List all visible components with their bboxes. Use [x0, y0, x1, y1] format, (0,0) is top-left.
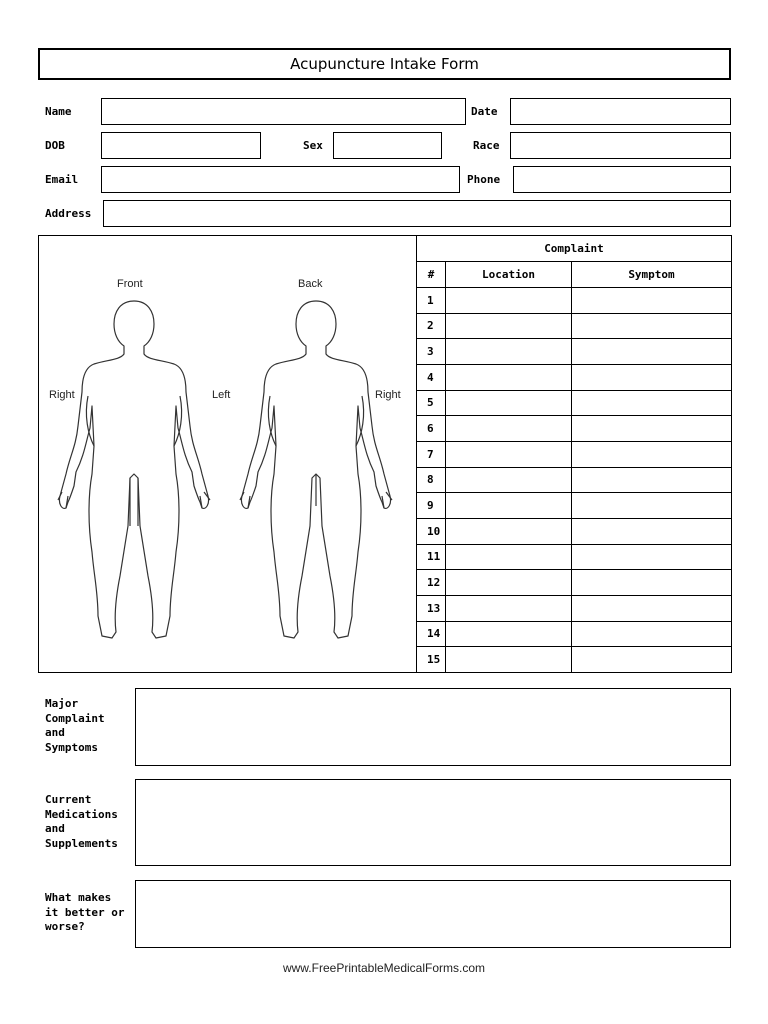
medications-field[interactable]: [135, 779, 731, 866]
email-field[interactable]: [101, 166, 460, 193]
symptom-cell[interactable]: [572, 364, 732, 390]
dob-label: DOB: [45, 139, 65, 152]
front-label: Front: [117, 278, 143, 290]
better-worse-field[interactable]: [135, 880, 731, 948]
table-row: [417, 288, 732, 314]
form-title: Acupuncture Intake Form: [38, 48, 731, 80]
row-number: 7: [417, 441, 446, 467]
table-row: [417, 339, 732, 365]
name-field[interactable]: [101, 98, 466, 125]
row-number: 13: [417, 595, 446, 621]
body-diagram-panel: [38, 235, 417, 673]
email-label: Email: [45, 173, 79, 186]
location-cell[interactable]: [446, 339, 572, 365]
symptom-cell[interactable]: [572, 595, 732, 621]
back-label: Back: [298, 278, 323, 290]
row-number: 3: [417, 339, 446, 365]
phone-field[interactable]: [513, 166, 731, 193]
table-row: [417, 467, 732, 493]
row-number: 12: [417, 570, 446, 596]
complaint-title: Complaint: [417, 236, 732, 262]
location-cell[interactable]: [446, 647, 572, 673]
phone-label: Phone: [467, 173, 501, 186]
table-row: [417, 390, 732, 416]
better-worse-label: What makes it better or worse?: [45, 891, 125, 933]
major-complaint-field[interactable]: [135, 688, 731, 766]
row-number: 15: [417, 647, 446, 673]
location-cell[interactable]: [446, 467, 572, 493]
dob-field[interactable]: [101, 132, 261, 159]
symptom-cell[interactable]: [572, 467, 732, 493]
table-row: [417, 416, 732, 442]
column-header-location: Location: [446, 262, 572, 288]
symptom-cell[interactable]: [572, 544, 732, 570]
location-cell[interactable]: [446, 288, 572, 314]
location-cell[interactable]: [446, 416, 572, 442]
table-row: [417, 544, 732, 570]
row-number: 11: [417, 544, 446, 570]
symptom-cell[interactable]: [572, 647, 732, 673]
right-label-front: Right: [49, 389, 75, 401]
medications-label: Current Medications and Supplements: [45, 793, 118, 850]
symptom-cell[interactable]: [572, 416, 732, 442]
address-field[interactable]: [103, 200, 731, 227]
table-row: [417, 621, 732, 647]
location-cell[interactable]: [446, 518, 572, 544]
symptom-cell[interactable]: [572, 570, 732, 596]
table-row: [417, 518, 732, 544]
table-row: [417, 313, 732, 339]
sex-field[interactable]: [333, 132, 442, 159]
location-cell[interactable]: [446, 595, 572, 621]
table-row: [417, 364, 732, 390]
sex-label: Sex: [303, 139, 323, 152]
row-number: 9: [417, 493, 446, 519]
symptom-cell[interactable]: [572, 621, 732, 647]
symptom-cell[interactable]: [572, 288, 732, 314]
location-cell[interactable]: [446, 570, 572, 596]
row-number: 4: [417, 364, 446, 390]
column-header-symptom: Symptom: [572, 262, 732, 288]
complaint-table: [416, 235, 732, 673]
row-number: 14: [417, 621, 446, 647]
location-cell[interactable]: [446, 390, 572, 416]
table-row: [417, 493, 732, 519]
location-cell[interactable]: [446, 493, 572, 519]
footer-url[interactable]: www.FreePrintableMedicalForms.com: [282, 961, 486, 975]
location-cell[interactable]: [446, 441, 572, 467]
race-field[interactable]: [510, 132, 731, 159]
row-number: 1: [417, 288, 446, 314]
location-cell[interactable]: [446, 313, 572, 339]
right-label-back: Right: [375, 389, 401, 401]
date-field[interactable]: [510, 98, 731, 125]
date-label: Date: [471, 105, 498, 118]
table-row: [417, 647, 732, 673]
location-cell[interactable]: [446, 544, 572, 570]
column-header-number: #: [417, 262, 446, 288]
symptom-cell[interactable]: [572, 518, 732, 544]
back-body-outline-icon[interactable]: [236, 296, 396, 646]
race-label: Race: [473, 139, 500, 152]
symptom-cell[interactable]: [572, 493, 732, 519]
address-label: Address: [45, 207, 92, 220]
table-row: [417, 441, 732, 467]
symptom-cell[interactable]: [572, 313, 732, 339]
front-body-outline-icon[interactable]: [54, 296, 214, 646]
table-row: [417, 595, 732, 621]
row-number: 6: [417, 416, 446, 442]
symptom-cell[interactable]: [572, 339, 732, 365]
row-number: 8: [417, 467, 446, 493]
location-cell[interactable]: [446, 364, 572, 390]
name-label: Name: [45, 105, 72, 118]
symptom-cell[interactable]: [572, 390, 732, 416]
major-complaint-label: Major Complaint and Symptoms: [45, 697, 105, 754]
row-number: 10: [417, 518, 446, 544]
row-number: 2: [417, 313, 446, 339]
left-label: Left: [212, 389, 231, 401]
symptom-cell[interactable]: [572, 441, 732, 467]
location-cell[interactable]: [446, 621, 572, 647]
row-number: 5: [417, 390, 446, 416]
table-row: [417, 570, 732, 596]
